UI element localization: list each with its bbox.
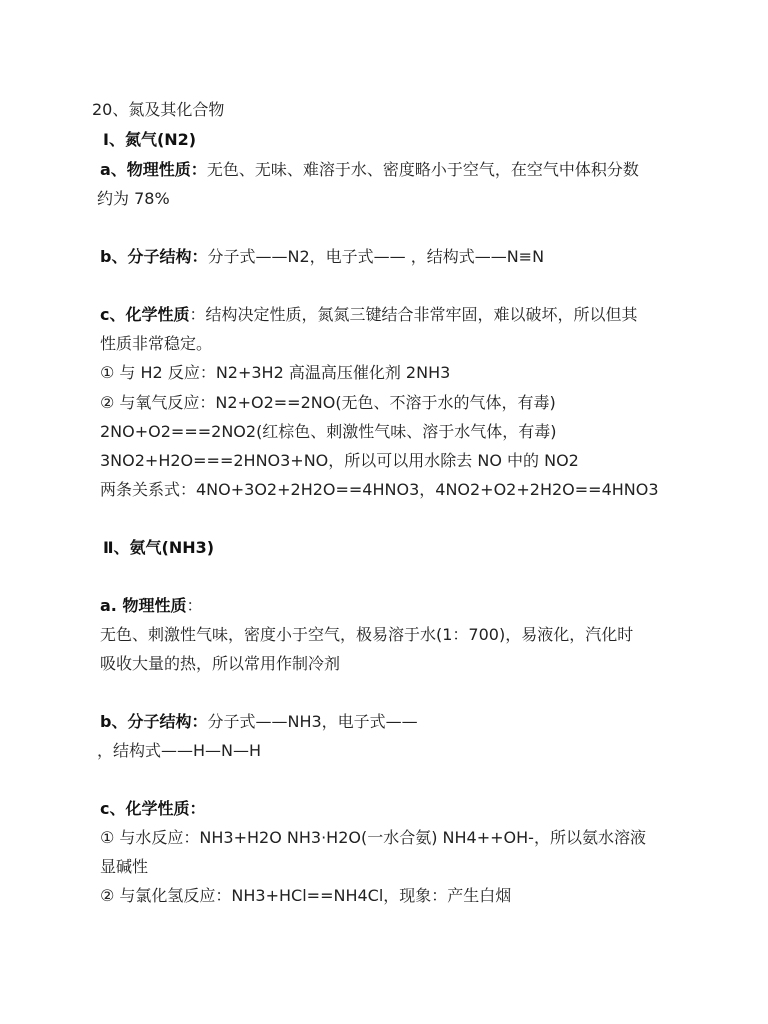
nh3-physical-properties: [100, 596, 202, 616]
n2-physical-text-cont: 约为 78%: [97, 189, 170, 208]
nh3-physical-label: a. 物理性质: [100, 596, 187, 615]
n2-chemical-text: ：结构决定性质，氮氮三键结合非常牢固，难以破坏，所以但其: [189, 305, 638, 324]
heading-nitrogen: Ⅰ、氮气(N2): [103, 130, 197, 149]
reaction-line: ② 与氯化氢反应：NH3+HCl==NH4Cl，现象：产生白烟: [100, 886, 512, 905]
reaction-line: 3NO2+H2O===2HNO3+NO，所以可以用水除去 NO 中的 NO2: [100, 451, 579, 470]
nh3-molecular-structure: [100, 712, 418, 732]
n2-structure-text: 分子式——N2，电子式—— ，结构式——N≡N: [207, 247, 545, 266]
reaction-line: 2NO+O2===2NO2(红棕色、刺激性气味、溶于水气体，有毒): [100, 422, 557, 441]
reaction-line-cont: 显碱性: [100, 857, 149, 876]
nh3-structure-text-cont: ，结构式——H—N—H: [97, 741, 262, 760]
reaction-line: ① 与水反应：NH3+H2O NH3·H2O(一水合氨) NH4++OH-，所以氨水溶液: [100, 828, 646, 847]
nh3-structure-text: 分子式——NH3，电子式——: [207, 712, 418, 731]
n2-physical-label: a、物理性质：: [100, 160, 207, 179]
nh3-physical-text-cont: 吸收大量的热，所以常用作制冷剂: [100, 654, 341, 673]
n2-chemical-text-cont: 性质非常稳定。: [100, 334, 213, 353]
n2-chemical-properties: [100, 305, 638, 325]
reaction-line: 两条关系式：4NO+3O2+2H2O==4HNO3，4NO2+O2+2H2O==4HNO3: [100, 480, 659, 499]
nh3-physical-text: 无色、刺激性气味，密度小于空气，极易溶于水(1：700)，易液化，汽化时: [100, 625, 634, 644]
n2-structure-label: b、分子结构：: [100, 247, 208, 266]
heading-ammonia: Ⅱ、氨气(NH3): [103, 538, 215, 557]
n2-chemical-label: c、化学性质: [100, 305, 190, 324]
n2-physical-properties: [100, 160, 639, 180]
nh3-physical-colon: ：: [186, 596, 203, 615]
nh3-chemical-label: c、化学性质：: [100, 799, 206, 818]
nh3-structure-label: b、分子结构：: [100, 712, 208, 731]
section-title: 20、氮及其化合物: [92, 100, 225, 119]
reaction-line: ① 与 H2 反应：N2+3H2 高温高压催化剂 2NH3: [100, 363, 451, 382]
reaction-line: ② 与氧气反应：N2+O2==2NO(无色、不溶于水的气体，有毒): [100, 393, 556, 412]
n2-physical-text: 无色、无味、难溶于水、密度略小于空气，在空气中体积分数: [206, 160, 639, 179]
n2-molecular-structure: [100, 247, 544, 267]
nh3-chemical-properties: [100, 799, 206, 819]
